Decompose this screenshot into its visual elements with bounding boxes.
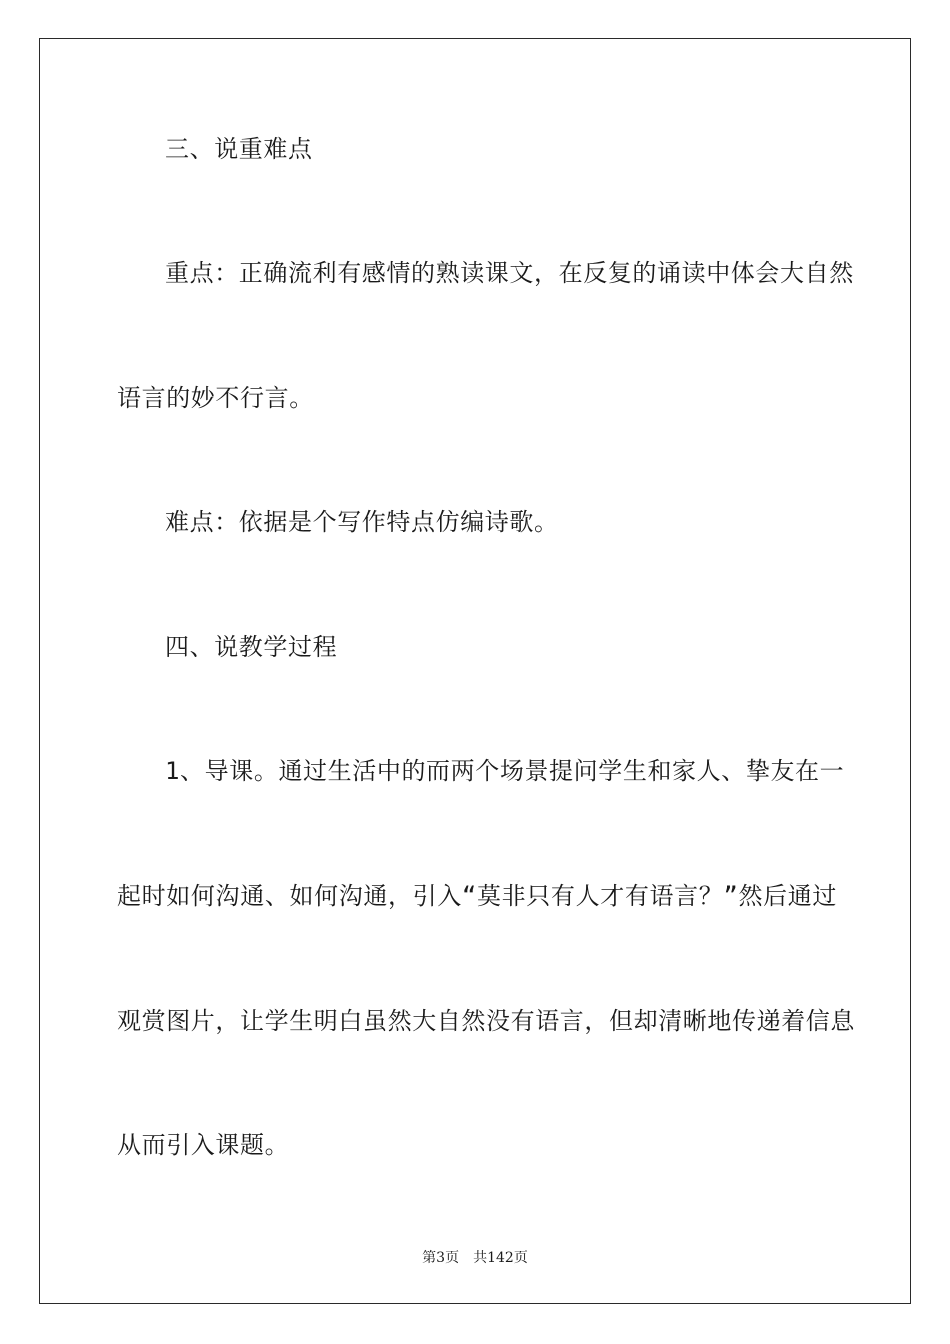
intro-paragraph-line-3: 观赏图片，让学生明白虽然大自然没有语言，但却清晰地传递着信息	[117, 1007, 855, 1035]
page-border	[39, 38, 911, 1304]
intro-paragraph-line-4: 从而引入课题。	[117, 1131, 290, 1159]
key-point-paragraph-line-2: 语言的妙不行言。	[117, 384, 314, 412]
key-point-paragraph-line-1: 重点：正确流利有感情的熟读课文，在反复的诵读中体会大自然	[165, 259, 854, 287]
intro-paragraph-line-1: 1、导课。通过生活中的而两个场景提问学生和家人、挚友在一	[165, 757, 845, 785]
total-pages: 共142页	[473, 1250, 528, 1266]
section-heading-difficulties: 三、说重难点	[165, 135, 313, 163]
page-number: 第3页	[422, 1250, 460, 1266]
intro-paragraph-line-2: 起时如何沟通、如何沟通，引入“莫非只有人才有语言？”然后通过	[117, 882, 837, 910]
difficult-point-paragraph: 难点：依据是个写作特点仿编诗歌。	[165, 508, 559, 536]
section-heading-teaching-process: 四、说教学过程	[165, 633, 338, 661]
page-footer	[0, 1249, 950, 1267]
